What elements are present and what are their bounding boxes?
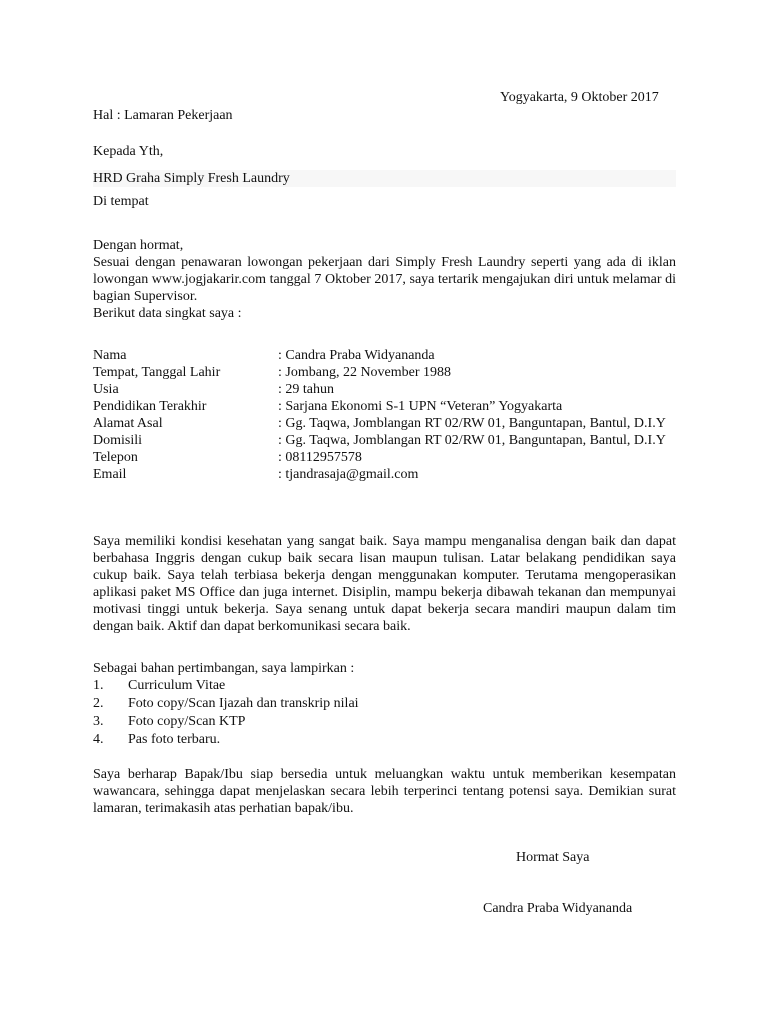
list-text: Foto copy/Scan Ijazah dan transkrip nilai — [128, 696, 359, 711]
list-text: Pas foto terbaru. — [128, 732, 221, 747]
list-item — [93, 713, 676, 731]
recipient-block — [93, 143, 676, 210]
list-number: 2. — [93, 696, 104, 711]
attachments-section — [93, 660, 676, 749]
sign-off: Hormat Saya — [516, 850, 590, 865]
greeting: Dengan hormat, — [93, 238, 184, 253]
data-label: Pendidikan Terakhir — [93, 399, 207, 414]
data-intro: Berikut data singkat saya : — [93, 306, 242, 321]
data-value: : tjandrasaja@gmail.com — [278, 467, 419, 482]
qualifications-paragraph: Saya memiliki kondisi kesehatan yang sangat baik. Saya mampu menganalisa dengan baik dan dapat berbahasa Inggris dengan cukup baik secara lisan maupun tulisan. Latar belakang pendidikan saya cukup baik. Saya telah terbiasa bekerja dengan menggunakan komputer. Terutama mengoperasikan aplikasi paket MS Office dan juga internet. Disiplin, mampu bekerja dibawah tekanan dan mempunyai motivasi tinggi untuk bekerja. Saya senang untuk dapat bekerja secara mandiri maupun dalam tim dengan baik. Aktif dan dapat berkomunikasi secara baik. — [93, 534, 676, 634]
attachments-intro: Sebagai bahan pertimbangan, saya lampirkan : — [93, 661, 355, 676]
personal-data-table — [93, 347, 676, 483]
data-value: : Jombang, 22 November 1988 — [278, 365, 452, 380]
list-item — [93, 677, 676, 695]
recipient-name: HRD Graha Simply Fresh Laundry — [93, 170, 676, 187]
data-label: Tempat, Tanggal Lahir — [93, 365, 221, 380]
data-value: : Candra Praba Widyananda — [278, 348, 435, 363]
data-value: : 08112957578 — [278, 450, 362, 465]
data-row — [93, 364, 676, 381]
data-label: Domisili — [93, 433, 143, 448]
list-item — [93, 695, 676, 713]
data-value: : Gg. Taqwa, Jomblangan RT 02/RW 01, Banguntapan, Bantul, D.I.Y — [278, 416, 666, 431]
data-label: Usia — [93, 382, 119, 397]
signatory-name: Candra Praba Widyananda — [483, 901, 633, 916]
data-row — [93, 347, 676, 364]
list-number: 3. — [93, 714, 104, 729]
intro-paragraph: Sesuai dengan penawaran lowongan pekerjaan dari Simply Fresh Laundry seperti yang ada di iklan lowongan www.jogjakarir.com tanggal 7 Oktober 2017, saya tertarik mengajukan diri untuk melamar di bagian Supervisor. — [93, 255, 676, 304]
data-label: Alamat Asal — [93, 416, 163, 431]
data-row — [93, 432, 676, 449]
list-text: Foto copy/Scan KTP — [128, 714, 246, 729]
data-label: Telepon — [93, 450, 138, 465]
data-row — [93, 398, 676, 415]
closing-paragraph: Saya berharap Bapak/Ibu siap bersedia untuk meluangkan waktu untuk memberikan kesempatan wawancara, sehingga dapat menjelaskan secara lebih terperinci tentang potensi saya. Demikian surat lamaran, terimakasih atas perhatian bapak/ibu. — [93, 767, 676, 816]
place-date: Yogyakarta, 9 Oktober 2017 — [500, 90, 659, 105]
recipient-salutation: Kepada Yth, — [93, 144, 164, 159]
data-value: : Gg. Taqwa, Jomblangan RT 02/RW 01, Banguntapan, Bantul, D.I.Y — [278, 433, 666, 448]
list-item — [93, 731, 676, 749]
list-text: Curriculum Vitae — [128, 678, 226, 693]
opening-section — [93, 237, 676, 322]
data-row — [93, 381, 676, 398]
list-number: 1. — [93, 678, 104, 693]
data-value: : 29 tahun — [278, 382, 334, 397]
recipient-location: Di tempat — [93, 194, 149, 209]
list-number: 4. — [93, 732, 104, 747]
data-row — [93, 449, 676, 466]
data-label: Nama — [93, 348, 127, 363]
data-row — [93, 466, 676, 483]
data-row — [93, 415, 676, 432]
subject-line: Hal : Lamaran Pekerjaan — [93, 108, 233, 123]
data-label: Email — [93, 467, 127, 482]
data-value: : Sarjana Ekonomi S-1 UPN “Veteran” Yogyakarta — [278, 399, 563, 414]
